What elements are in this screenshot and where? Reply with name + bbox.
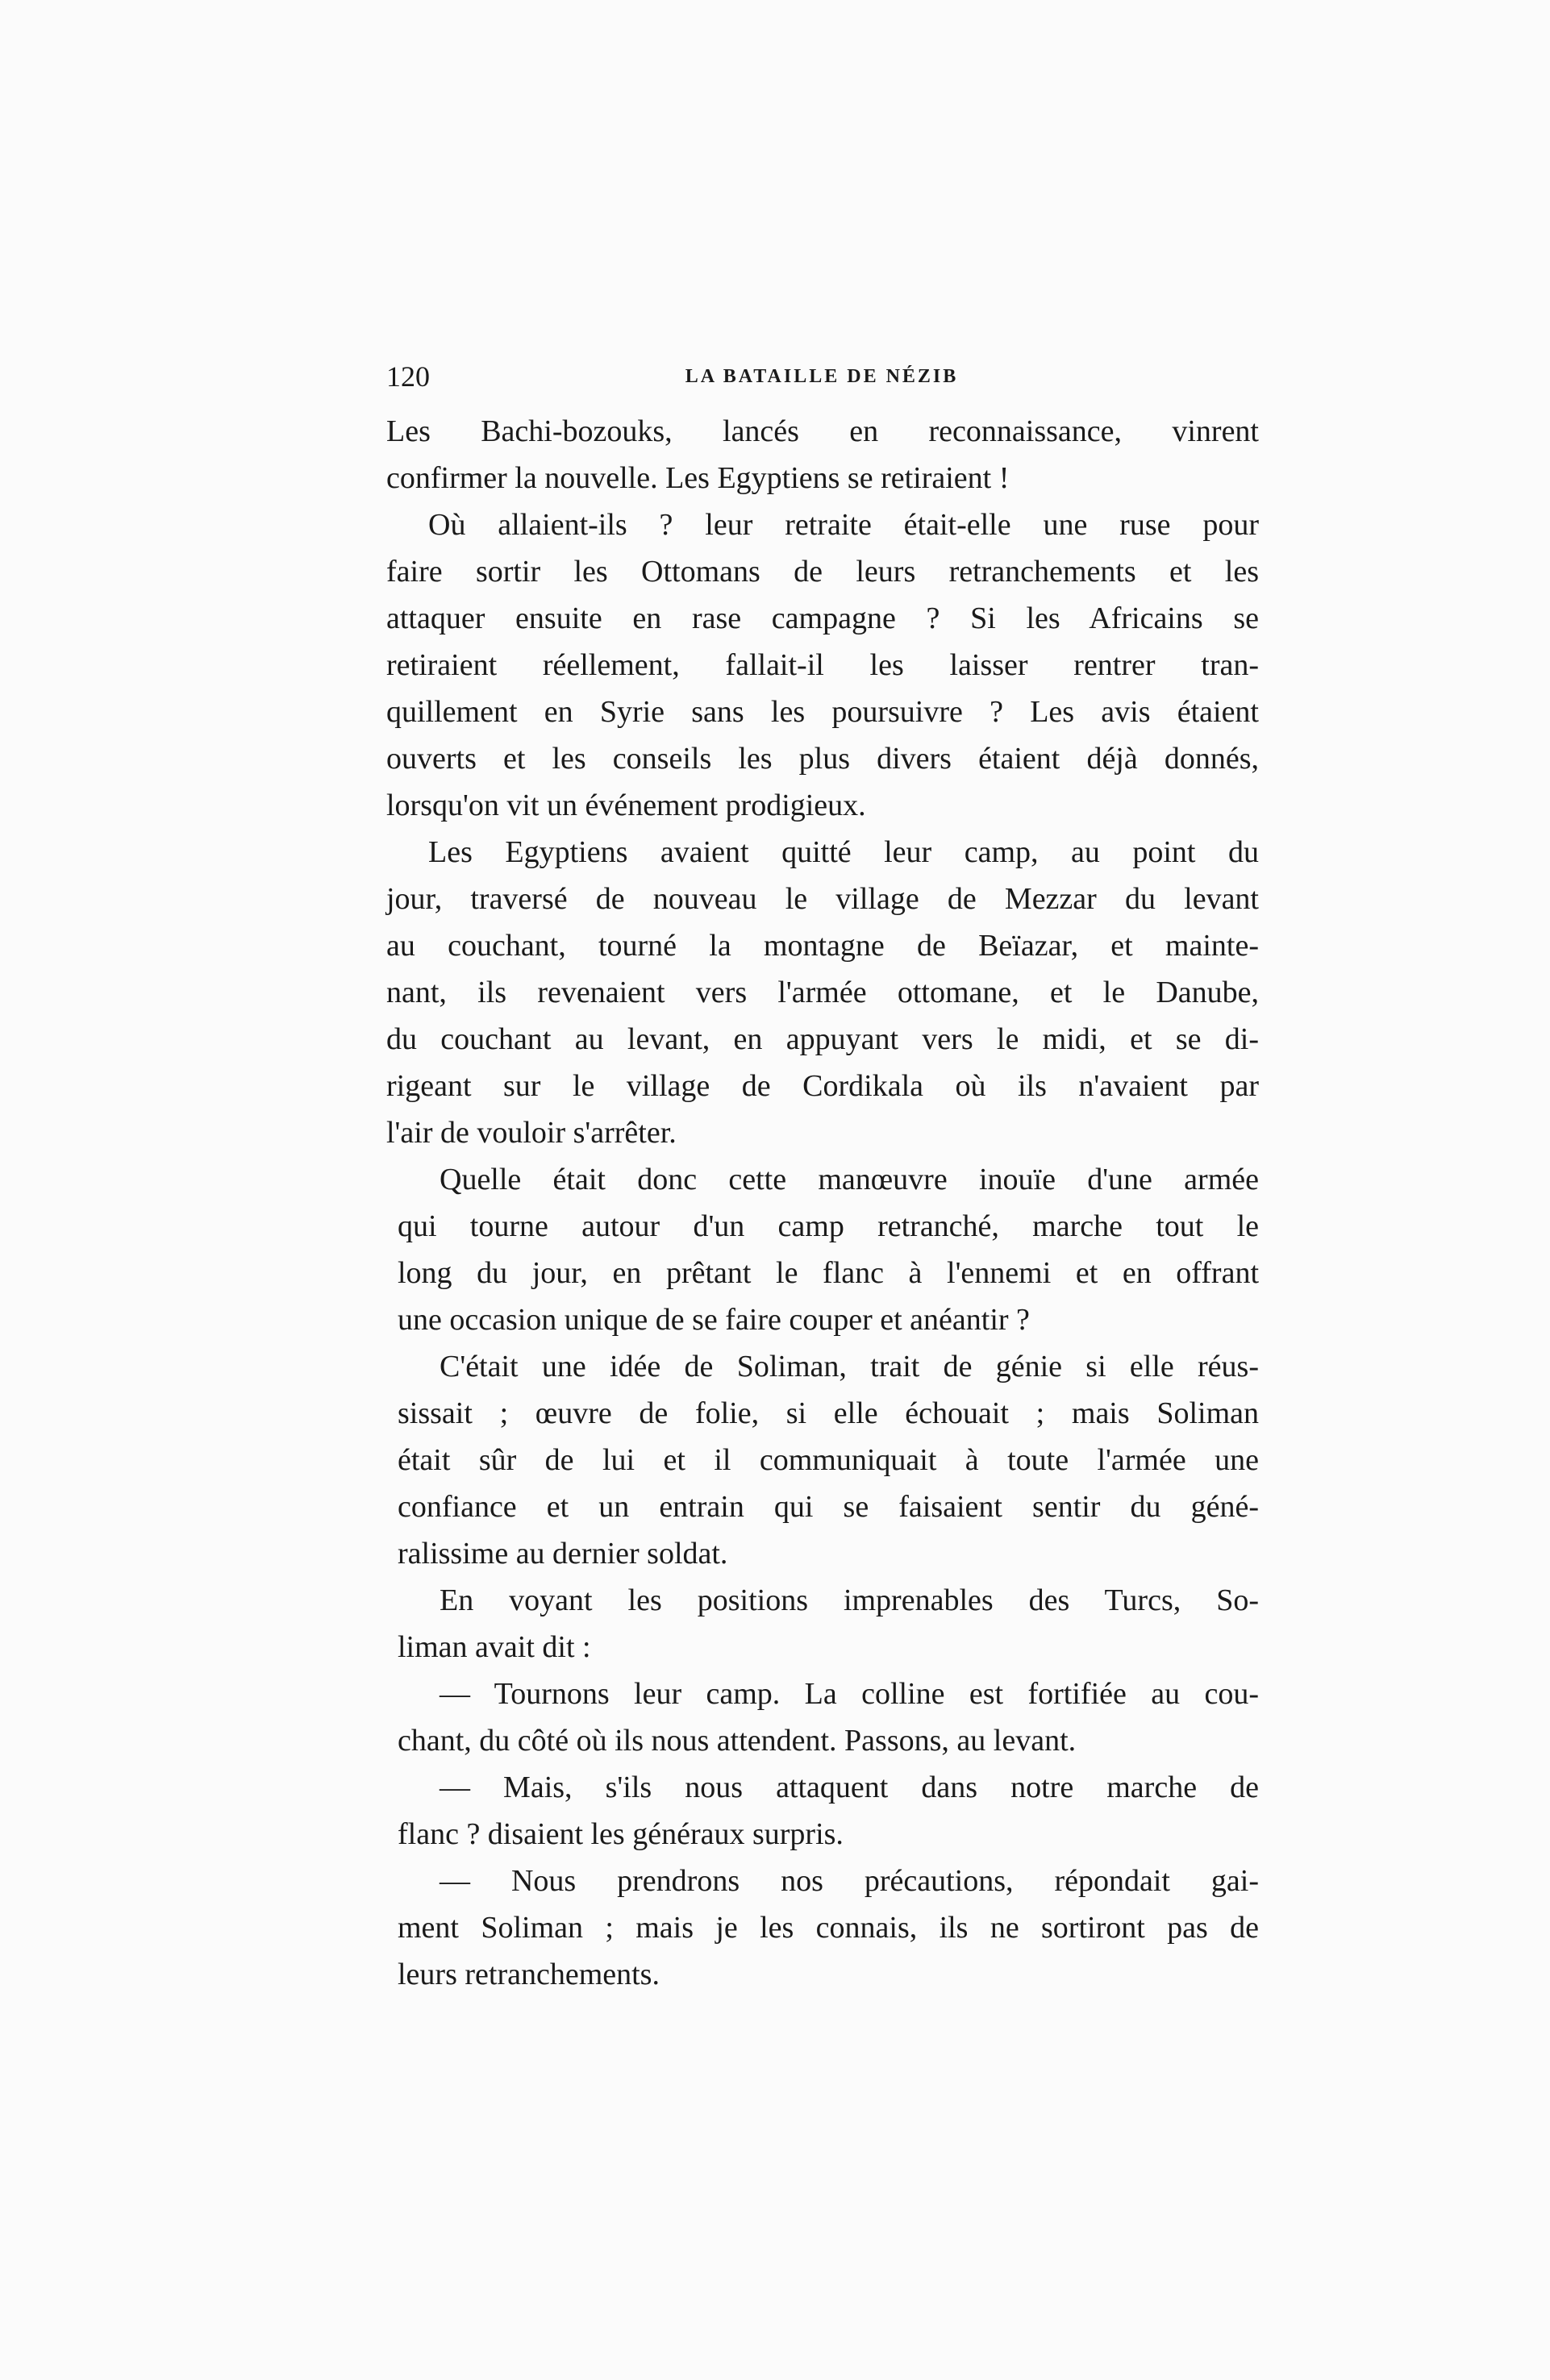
text-line: — Tournons leur camp. La colline est fortifiée au cou- (440, 1677, 1259, 1711)
text-line: lorsqu'on vit un événement prodigieux. (386, 788, 866, 822)
text-line: sissait ; œuvre de folie, si elle échouait ; mais Soliman (398, 1396, 1259, 1430)
text-line: Où allaient-ils ? leur retraite était-elle une ruse pour (428, 508, 1259, 542)
text-line: rigeant sur le village de Cordikala où ils n'avaient par (386, 1069, 1259, 1103)
page-header (386, 360, 1257, 400)
text-line: Les Bachi-bozouks, lancés en reconnaissance, vinrent (386, 414, 1259, 448)
text-line: — Mais, s'ils nous attaquent dans notre marche de (440, 1770, 1259, 1804)
text-line: Les Egyptiens avaient quitté leur camp, au point du (428, 835, 1259, 869)
text-line: faire sortir les Ottomans de leurs retranchements et les (386, 555, 1259, 589)
text-line: — Nous prendrons nos précautions, répondait gai- (440, 1864, 1259, 1898)
text-line: une occasion unique de se faire couper et anéantir ? (398, 1303, 1030, 1337)
text-line: jour, traversé de nouveau le village de Mezzar du levant (386, 882, 1259, 916)
text-line: chant, du côté où ils nous attendent. Passons, au levant. (398, 1724, 1077, 1758)
text-line: Quelle était donc cette manœuvre inouïe d'une armée (440, 1163, 1259, 1196)
text-line: l'air de vouloir s'arrêter. (386, 1116, 677, 1150)
text-line: confirmer la nouvelle. Les Egyptiens se retiraient ! (386, 461, 1010, 495)
text-line: au couchant, tourné la montagne de Beïazar, et mainte- (386, 929, 1259, 963)
text-line: nant, ils revenaient vers l'armée ottomane, et le Danube, (386, 976, 1259, 1009)
page-number: 120 (386, 360, 430, 393)
text-line: qui tourne autour d'un camp retranché, marche tout le (398, 1209, 1259, 1243)
text-line: ouverts et les conseils les plus divers étaient déjà donnés, (386, 742, 1259, 776)
text-line: liman avait dit : (398, 1630, 591, 1664)
text-line: ment Soliman ; mais je les connais, ils ne sortiront pas de (398, 1911, 1259, 1945)
text-line: En voyant les positions imprenables des Turcs, So- (440, 1583, 1259, 1617)
text-line: confiance et un entrain qui se faisaient sentir du géné- (398, 1490, 1259, 1524)
text-line: C'était une idée de Soliman, trait de génie si elle réus- (440, 1350, 1259, 1383)
text-line: flanc ? disaient les généraux surpris. (398, 1817, 844, 1851)
text-line: leurs retranchements. (398, 1958, 660, 1991)
text-line: retiraient réellement, fallait-il les laisser rentrer tran- (386, 648, 1259, 682)
text-line: attaquer ensuite en rase campagne ? Si les Africains se (386, 601, 1259, 635)
text-line: du couchant au levant, en appuyant vers le midi, et se di- (386, 1022, 1259, 1056)
text-line: ralissime au dernier soldat. (398, 1537, 728, 1571)
text-line: quillement en Syrie sans les poursuivre ? Les avis étaient (386, 695, 1259, 729)
body-text (386, 411, 1259, 2001)
running-title: LA BATAILLE DE NÉZIB (685, 366, 959, 387)
text-line: long du jour, en prêtant le flanc à l'ennemi et en offrant (398, 1256, 1259, 1290)
text-line: était sûr de lui et il communiquait à toute l'armée une (398, 1443, 1259, 1477)
